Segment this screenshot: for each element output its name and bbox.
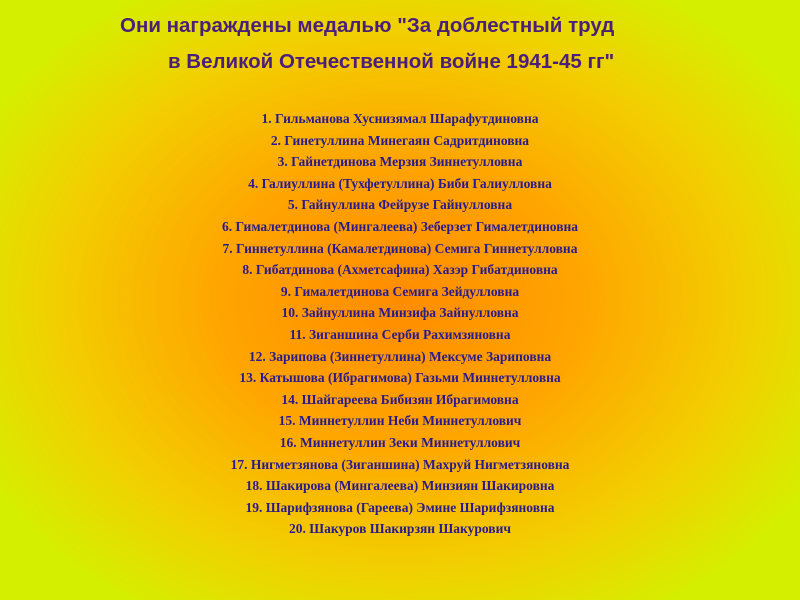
recipient-item: 10. Зайнуллина Минзифа Зайнулловна [281,305,519,321]
recipient-item: 18. Шакирова (Мингалеева) Минзиян Шакировна [245,478,555,494]
title-line-1: Они награждены медалью "За доблестный труд [120,14,615,37]
recipient-item: 8. Гибатдинова (Ахметсафина) Хазэр Гибатдиновна [242,262,558,278]
recipient-item: 7. Гиннетуллина (Камалетдинова) Семига Гиннетулловна [222,240,578,256]
recipient-item: 12. Зарипова (Зиннетуллина) Мексуме Зариповна [248,348,552,364]
recipient-item: 2. Гинетуллина Минегаян Садритдиновна [270,132,530,148]
recipient-item: 14. Шайгареева Бибизян Ибрагимовна [281,391,519,407]
title-line-2: в Великой Отечественной войне 1941-45 гг" [168,50,615,73]
recipient-item: 11. Зиганшина Серби Рахимзяновна [289,326,511,342]
recipient-item: 1. Гильманова Хуснизямал Шарафутдиновна [261,111,539,126]
recipients-list [0,108,800,540]
recipient-item: 3. Гайнетдинова Мерзия Зиннетулловна [277,154,523,170]
recipient-item: 9. Гималетдинова Семига Зейдулловна [280,283,520,299]
recipient-item: 19. Шарифзянова (Гареева) Эмине Шарифзяновна [245,499,555,515]
recipient-item: 6. Гималетдинова (Мингалеева) Зеберзет Гималетдиновна [221,218,579,234]
recipient-item: 4. Галиуллина (Тухфетуллина) Биби Галиулловна [248,175,552,191]
recipient-item: 17. Нигметзянова (Зиганшина) Махруй Нигметзяновна [230,456,570,472]
recipient-item: 13. Катышова (Ибрагимова) Газьми Миннетулловна [239,370,561,386]
recipient-item: 20. Шакуров Шакирзян Шакурович [289,521,511,537]
recipient-item: 16. Миннетуллин Зеки Миннетуллович [279,434,521,450]
recipient-item: 15. Миннетуллин Неби Миннетуллович [278,413,522,429]
recipient-item: 5. Гайнуллина Фейрузе Гайнулловна [287,197,513,213]
slide-title [0,8,800,80]
